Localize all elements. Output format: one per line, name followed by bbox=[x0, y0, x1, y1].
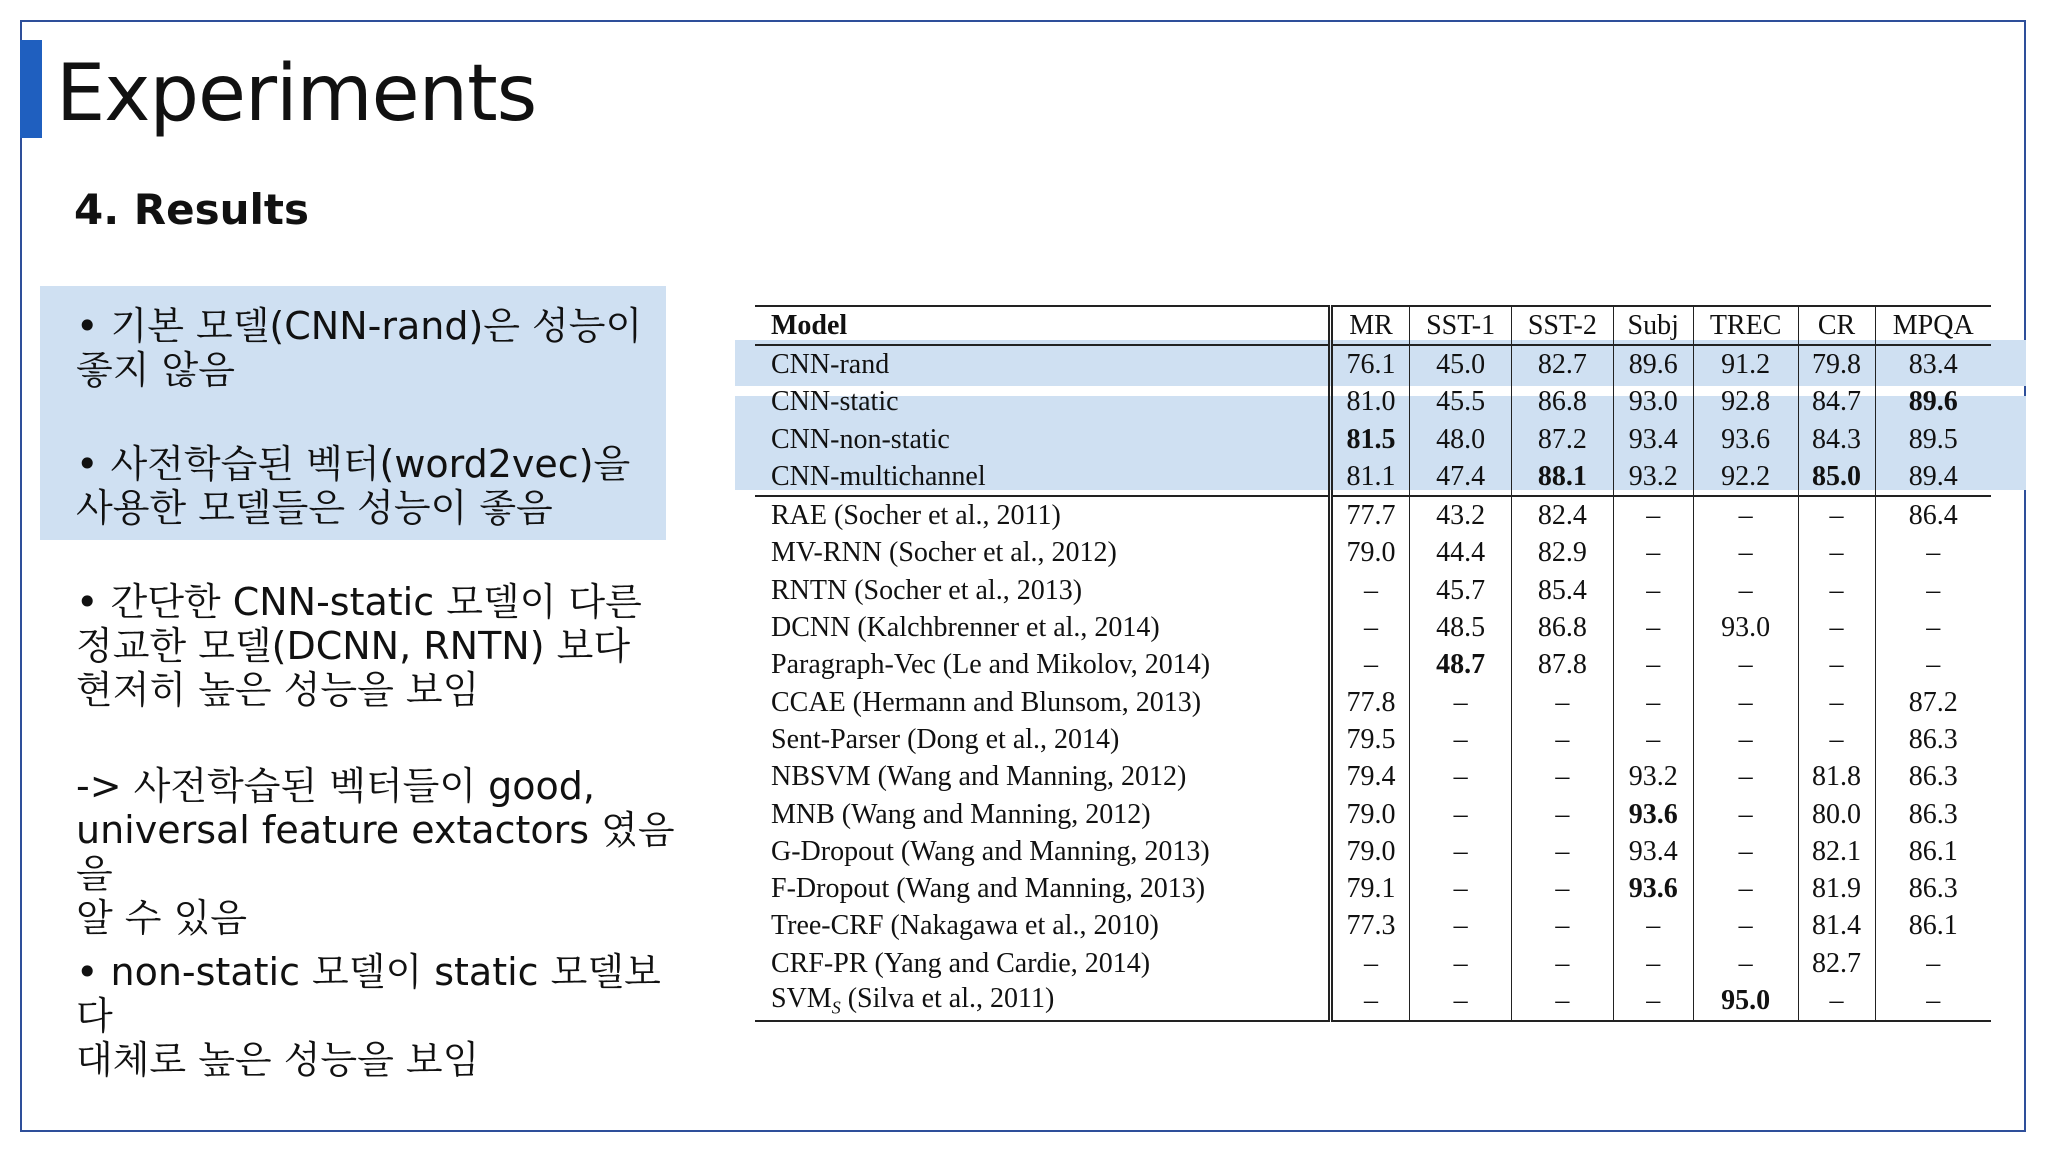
model-name: Sent-Parser (Dong et al., 2014) bbox=[771, 723, 1120, 755]
score-cell: – bbox=[1798, 982, 1875, 1020]
table-row bbox=[755, 982, 1991, 1020]
score-cell: 93.0 bbox=[1613, 384, 1693, 421]
table-row bbox=[755, 721, 1991, 758]
score-cell: – bbox=[1410, 982, 1512, 1020]
model-name: DCNN (Kalchbrenner et al., 2014) bbox=[771, 612, 1160, 644]
score-cell: 92.8 bbox=[1693, 384, 1798, 421]
score-cell: – bbox=[1511, 833, 1613, 870]
score-cell: – bbox=[1613, 908, 1693, 945]
model-name-cell bbox=[755, 759, 1330, 796]
score-cell: 81.9 bbox=[1798, 870, 1875, 907]
score-cell: – bbox=[1511, 796, 1613, 833]
model-name: NBSVM (Wang and Manning, 2012) bbox=[771, 761, 1187, 793]
column-header: CR bbox=[1798, 306, 1875, 345]
table-body bbox=[755, 345, 1991, 1020]
column-header: TREC bbox=[1693, 306, 1798, 345]
score-cell: – bbox=[1511, 945, 1613, 982]
table-row bbox=[755, 458, 1991, 496]
slide-title: Experiments bbox=[56, 49, 537, 139]
model-name: RAE (Socher et al., 2011) bbox=[771, 500, 1061, 532]
model-name: CNN-multichannel bbox=[771, 460, 986, 492]
bullet-item: • 간단한 CNN-static 모델이 다른 정교한 모델(DCNN, RNTN) 보다 현저히 높은 성능을 보임 bbox=[76, 580, 642, 712]
table-row bbox=[755, 535, 1991, 572]
score-cell: 81.5 bbox=[1330, 421, 1409, 458]
score-cell: 76.1 bbox=[1330, 345, 1409, 383]
score-cell: – bbox=[1511, 721, 1613, 758]
table-row bbox=[755, 609, 1991, 646]
score-cell: – bbox=[1410, 908, 1512, 945]
score-cell: – bbox=[1613, 609, 1693, 646]
score-cell: 93.4 bbox=[1613, 421, 1693, 458]
column-header: MR bbox=[1330, 306, 1409, 345]
score-cell: – bbox=[1330, 647, 1409, 684]
model-name-cell bbox=[755, 572, 1330, 609]
model-name-subscript: S bbox=[831, 997, 841, 1018]
model-name-citation: (Silva et al., 2011) bbox=[840, 983, 1055, 1015]
score-cell: – bbox=[1693, 759, 1798, 796]
bullet-item: -> 사전학습된 벡터들이 good, universal feature extactors 였음을 알 수 있음 bbox=[76, 764, 675, 940]
score-cell: 79.1 bbox=[1330, 870, 1409, 907]
bullet-item: • 기본 모델(CNN-rand)은 성능이 좋지 않음 bbox=[76, 304, 643, 392]
score-cell: 82.7 bbox=[1511, 345, 1613, 383]
table-row bbox=[755, 833, 1991, 870]
score-cell: – bbox=[1511, 684, 1613, 721]
score-cell: 89.4 bbox=[1875, 458, 1991, 496]
score-cell: 87.8 bbox=[1511, 647, 1613, 684]
score-cell: 77.3 bbox=[1330, 908, 1409, 945]
model-name: Paragraph-Vec (Le and Mikolov, 2014) bbox=[771, 649, 1211, 681]
score-cell: 45.0 bbox=[1410, 345, 1512, 383]
model-name-cell bbox=[755, 421, 1330, 458]
score-cell: 89.6 bbox=[1875, 384, 1991, 421]
model-name: MV-RNN (Socher et al., 2012) bbox=[771, 537, 1117, 569]
score-cell: 93.6 bbox=[1613, 870, 1693, 907]
score-cell: 93.4 bbox=[1613, 833, 1693, 870]
score-cell: 79.0 bbox=[1330, 535, 1409, 572]
score-cell: – bbox=[1613, 572, 1693, 609]
model-name-cell bbox=[755, 833, 1330, 870]
score-cell: 93.6 bbox=[1693, 421, 1798, 458]
model-name-cell bbox=[755, 384, 1330, 421]
score-cell: – bbox=[1613, 535, 1693, 572]
score-cell: – bbox=[1798, 721, 1875, 758]
table-row bbox=[755, 345, 1991, 383]
score-cell: – bbox=[1798, 572, 1875, 609]
model-name-cell bbox=[755, 535, 1330, 572]
score-cell: 84.3 bbox=[1798, 421, 1875, 458]
score-cell: – bbox=[1693, 496, 1798, 534]
score-cell: – bbox=[1410, 759, 1512, 796]
score-cell: 92.2 bbox=[1693, 458, 1798, 496]
model-name: RNTN (Socher et al., 2013) bbox=[771, 574, 1083, 606]
score-cell: 93.6 bbox=[1613, 796, 1693, 833]
model-name-cell bbox=[755, 345, 1330, 383]
score-cell: – bbox=[1693, 796, 1798, 833]
column-header: Subj bbox=[1613, 306, 1693, 345]
score-cell: 86.4 bbox=[1875, 496, 1991, 534]
score-cell: – bbox=[1693, 945, 1798, 982]
score-cell: 81.4 bbox=[1798, 908, 1875, 945]
score-cell: – bbox=[1330, 945, 1409, 982]
score-cell: – bbox=[1511, 759, 1613, 796]
score-cell: – bbox=[1693, 684, 1798, 721]
table-header-row bbox=[755, 306, 1991, 345]
score-cell: 79.4 bbox=[1330, 759, 1409, 796]
table-row bbox=[755, 759, 1991, 796]
score-cell: 79.0 bbox=[1330, 796, 1409, 833]
model-name: MNB (Wang and Manning, 2012) bbox=[771, 798, 1151, 830]
score-cell: – bbox=[1798, 535, 1875, 572]
score-cell: – bbox=[1693, 908, 1798, 945]
model-name: Tree-CRF (Nakagawa et al., 2010) bbox=[771, 910, 1159, 942]
model-name: CNN-static bbox=[771, 386, 899, 418]
score-cell: 81.0 bbox=[1330, 384, 1409, 421]
column-header: SST-1 bbox=[1410, 306, 1512, 345]
model-name: G-Dropout (Wang and Manning, 2013) bbox=[771, 835, 1210, 867]
score-cell: 82.9 bbox=[1511, 535, 1613, 572]
model-name-cell bbox=[755, 684, 1330, 721]
score-cell: 43.2 bbox=[1410, 496, 1512, 534]
model-name: SVM bbox=[771, 983, 832, 1015]
score-cell: 91.2 bbox=[1693, 345, 1798, 383]
model-name: CNN-non-static bbox=[771, 423, 950, 455]
bullet-item: • non-static 모델이 static 모델보다 대체로 높은 성능을 보임 bbox=[76, 950, 661, 1082]
score-cell: – bbox=[1330, 572, 1409, 609]
score-cell: – bbox=[1410, 945, 1512, 982]
model-name-cell bbox=[755, 945, 1330, 982]
score-cell: – bbox=[1798, 647, 1875, 684]
score-cell: 48.0 bbox=[1410, 421, 1512, 458]
score-cell: – bbox=[1693, 833, 1798, 870]
score-cell: – bbox=[1410, 721, 1512, 758]
bullet-item: • 사전학습된 벡터(word2vec)을 사용한 모델들은 성능이 좋음 bbox=[76, 442, 631, 530]
score-cell: 87.2 bbox=[1511, 421, 1613, 458]
score-cell: – bbox=[1875, 647, 1991, 684]
score-cell: 82.1 bbox=[1798, 833, 1875, 870]
score-cell: – bbox=[1798, 609, 1875, 646]
score-cell: 86.1 bbox=[1875, 908, 1991, 945]
score-cell: 93.2 bbox=[1613, 458, 1693, 496]
score-cell: 85.0 bbox=[1798, 458, 1875, 496]
score-cell: 85.4 bbox=[1511, 572, 1613, 609]
score-cell: 48.5 bbox=[1410, 609, 1512, 646]
table-row bbox=[755, 647, 1991, 684]
score-cell: – bbox=[1410, 870, 1512, 907]
score-cell: 80.0 bbox=[1798, 796, 1875, 833]
table-row bbox=[755, 908, 1991, 945]
model-name: CNN-rand bbox=[771, 348, 890, 380]
table-row bbox=[755, 572, 1991, 609]
score-cell: 86.3 bbox=[1875, 796, 1991, 833]
score-cell: 47.4 bbox=[1410, 458, 1512, 496]
score-cell: 48.7 bbox=[1410, 647, 1512, 684]
score-cell: – bbox=[1511, 982, 1613, 1020]
score-cell: 81.1 bbox=[1330, 458, 1409, 496]
score-cell: – bbox=[1613, 684, 1693, 721]
model-name-cell bbox=[755, 908, 1330, 945]
score-cell: 44.4 bbox=[1410, 535, 1512, 572]
score-cell: – bbox=[1410, 796, 1512, 833]
score-cell: 79.0 bbox=[1330, 833, 1409, 870]
score-cell: 89.5 bbox=[1875, 421, 1991, 458]
score-cell: – bbox=[1613, 721, 1693, 758]
column-header: Model bbox=[771, 309, 848, 341]
score-cell: 79.8 bbox=[1798, 345, 1875, 383]
score-cell: 86.1 bbox=[1875, 833, 1991, 870]
score-cell: – bbox=[1875, 572, 1991, 609]
title-accent-bar bbox=[20, 40, 42, 138]
score-cell: – bbox=[1693, 870, 1798, 907]
score-cell: 77.8 bbox=[1330, 684, 1409, 721]
model-name-cell bbox=[755, 870, 1330, 907]
score-cell: 93.2 bbox=[1613, 759, 1693, 796]
table-row bbox=[755, 684, 1991, 721]
score-cell: 89.6 bbox=[1613, 345, 1693, 383]
score-cell: 45.5 bbox=[1410, 384, 1512, 421]
score-cell: 45.7 bbox=[1410, 572, 1512, 609]
model-name-cell bbox=[755, 458, 1330, 496]
model-name-cell bbox=[755, 796, 1330, 833]
model-name: CRF-PR (Yang and Cardie, 2014) bbox=[771, 947, 1151, 979]
score-cell: – bbox=[1798, 496, 1875, 534]
table-row bbox=[755, 945, 1991, 982]
table-row bbox=[755, 384, 1991, 421]
table-row bbox=[755, 870, 1991, 907]
column-header: MPQA bbox=[1875, 306, 1991, 345]
score-cell: 82.7 bbox=[1798, 945, 1875, 982]
score-cell: 87.2 bbox=[1875, 684, 1991, 721]
score-cell: – bbox=[1613, 496, 1693, 534]
score-cell: – bbox=[1330, 982, 1409, 1020]
model-name-cell bbox=[755, 647, 1330, 684]
score-cell: – bbox=[1330, 609, 1409, 646]
score-cell: 86.3 bbox=[1875, 759, 1991, 796]
score-cell: – bbox=[1613, 982, 1693, 1020]
table-row bbox=[755, 421, 1991, 458]
score-cell: 93.0 bbox=[1693, 609, 1798, 646]
section-subtitle: 4. Results bbox=[74, 185, 309, 234]
score-cell: – bbox=[1875, 609, 1991, 646]
score-cell: 86.3 bbox=[1875, 721, 1991, 758]
score-cell: – bbox=[1410, 833, 1512, 870]
results-table bbox=[755, 305, 1991, 1022]
score-cell: 77.7 bbox=[1330, 496, 1409, 534]
column-header: SST-2 bbox=[1511, 306, 1613, 345]
score-cell: – bbox=[1693, 721, 1798, 758]
table-row bbox=[755, 496, 1991, 534]
score-cell: – bbox=[1613, 945, 1693, 982]
score-cell: 86.8 bbox=[1511, 609, 1613, 646]
score-cell: – bbox=[1693, 647, 1798, 684]
score-cell: 86.3 bbox=[1875, 870, 1991, 907]
score-cell: – bbox=[1511, 870, 1613, 907]
score-cell: – bbox=[1693, 572, 1798, 609]
model-name-cell bbox=[755, 496, 1330, 534]
model-name: F-Dropout (Wang and Manning, 2013) bbox=[771, 873, 1206, 905]
score-cell: – bbox=[1875, 945, 1991, 982]
score-cell: 95.0 bbox=[1693, 982, 1798, 1020]
score-cell: 83.4 bbox=[1875, 345, 1991, 383]
score-cell: 86.8 bbox=[1511, 384, 1613, 421]
score-cell: – bbox=[1798, 684, 1875, 721]
score-cell: – bbox=[1410, 684, 1512, 721]
score-cell: 84.7 bbox=[1798, 384, 1875, 421]
model-name-cell bbox=[755, 609, 1330, 646]
table-row bbox=[755, 796, 1991, 833]
score-cell: – bbox=[1613, 647, 1693, 684]
model-name: CCAE (Hermann and Blunsom, 2013) bbox=[771, 686, 1202, 718]
model-name-cell bbox=[755, 721, 1330, 758]
model-name-cell bbox=[755, 982, 1330, 1020]
score-cell: – bbox=[1875, 535, 1991, 572]
score-cell: 88.1 bbox=[1511, 458, 1613, 496]
score-cell: 79.5 bbox=[1330, 721, 1409, 758]
score-cell: 81.8 bbox=[1798, 759, 1875, 796]
score-cell: – bbox=[1511, 908, 1613, 945]
score-cell: – bbox=[1693, 535, 1798, 572]
score-cell: – bbox=[1875, 982, 1991, 1020]
score-cell: 82.4 bbox=[1511, 496, 1613, 534]
